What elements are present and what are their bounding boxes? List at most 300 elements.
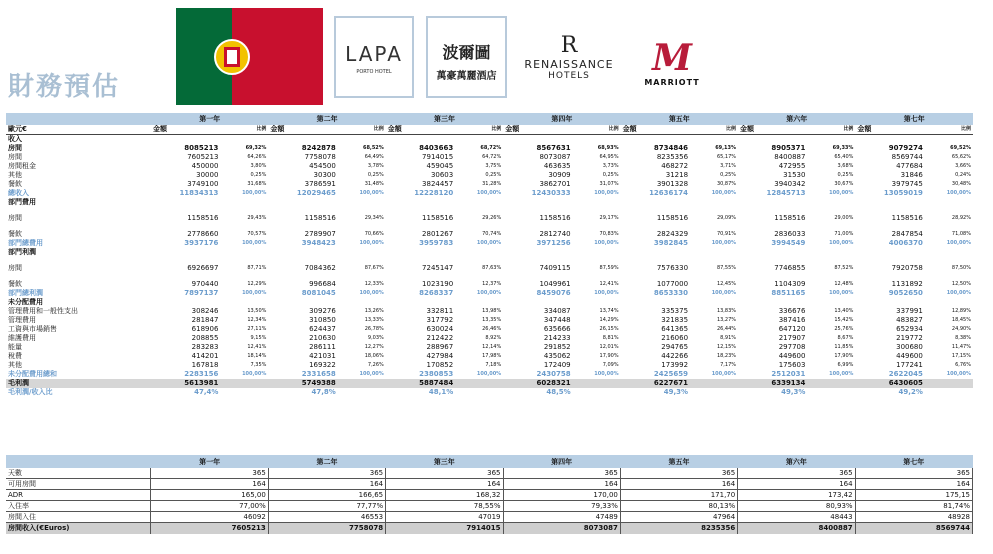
amount-cell: 427984 xyxy=(426,352,454,360)
amount-cell: 3979745 xyxy=(891,180,923,188)
amount-cell: 335375 xyxy=(661,307,689,315)
amount-cell: 317792 xyxy=(426,316,454,324)
ratio-cell xyxy=(455,379,503,388)
amount-cell: 3749100 xyxy=(187,180,219,188)
stats-row xyxy=(6,501,973,512)
year-header: 第六年 xyxy=(738,455,855,468)
amount-cell: 3937176 xyxy=(184,239,219,247)
stats-row xyxy=(6,479,973,490)
ratio-cell: 87,55% xyxy=(716,265,737,271)
stats-label: 可用房間 xyxy=(6,479,151,490)
ratio-cell: 64,49% xyxy=(364,154,384,160)
year-header: 第一年 xyxy=(151,113,268,125)
ratio-cell: 3,68% xyxy=(837,163,854,169)
ratio-cell: 7,17% xyxy=(720,362,737,368)
unit-label: 歐元€ xyxy=(6,125,151,135)
amount-cell: 5613981 xyxy=(151,379,220,388)
table-row xyxy=(6,248,973,257)
ratio-cell: 18,23% xyxy=(716,353,737,359)
ratio-cell: 12,01% xyxy=(599,344,619,350)
amount-cell: 421031 xyxy=(309,352,336,360)
stats-value: 79,33% xyxy=(503,501,620,512)
ratio-cell: 12,89% xyxy=(951,308,971,314)
ratio-cell: 3,71% xyxy=(720,163,737,169)
amount-cell: 286111 xyxy=(309,343,336,351)
amount-cell: 1158516 xyxy=(187,214,219,222)
amount-cell: 12430333 xyxy=(531,189,571,197)
ratio-cell: 12,41% xyxy=(599,281,619,287)
ratio-cell xyxy=(455,388,503,397)
ratio-cell: 29,00% xyxy=(834,215,854,221)
ratio-cell: 100,00% xyxy=(242,371,267,377)
amount-cell: 30603 xyxy=(430,171,454,179)
ratio-cell: 8,38% xyxy=(955,335,971,341)
row-label: 部門利潤 xyxy=(8,248,36,256)
amount-cell: 212422 xyxy=(426,334,454,342)
ratio-cell: 100,00% xyxy=(359,290,384,296)
amount-cell: 297708 xyxy=(778,343,806,351)
row-label: 房間 xyxy=(8,214,22,222)
amount-cell: 12636174 xyxy=(649,189,689,197)
ratio-cell: 3,78% xyxy=(367,163,384,169)
amount-cell: 2836033 xyxy=(774,230,806,238)
row-label: 維護費用 xyxy=(8,334,36,342)
amount-cell: 3971256 xyxy=(536,239,571,247)
ratio-cell: 100,00% xyxy=(359,371,384,377)
table-row xyxy=(6,239,973,248)
amount-cell: 8242878 xyxy=(301,144,336,152)
stats-value: 8073087 xyxy=(503,523,620,534)
ratio-cell: 30,87% xyxy=(716,181,737,187)
amount-cell: 624437 xyxy=(309,325,336,333)
stats-value: 7605213 xyxy=(151,523,268,534)
ratio-cell xyxy=(338,379,386,388)
table-row xyxy=(6,144,973,153)
stats-value: 77,77% xyxy=(268,501,385,512)
amount-cell: 8905371 xyxy=(771,144,806,152)
amount-cell: 463635 xyxy=(543,162,571,170)
amount-cell: 47,4% xyxy=(194,388,219,396)
ratio-cell: 11,85% xyxy=(834,344,854,350)
empty-cell xyxy=(151,298,973,307)
year-header: 第二年 xyxy=(268,455,385,468)
ratio-cell: 3,66% xyxy=(955,163,971,169)
amount-cell: 630024 xyxy=(426,325,454,333)
amount-cell: 618906 xyxy=(191,325,219,333)
amount-cell: 336676 xyxy=(778,307,806,315)
amount-cell: 450000 xyxy=(191,162,219,170)
stats-label: ADR xyxy=(6,490,151,501)
amount-cell: 31846 xyxy=(900,171,923,179)
ratio-cell: 69,32% xyxy=(245,145,267,151)
ratio-cell: 7,09% xyxy=(602,362,619,368)
amount-cell: 1158516 xyxy=(539,214,571,222)
ratio-cell: 13,83% xyxy=(716,308,737,314)
stats-value: 46092 xyxy=(151,512,268,523)
ratio-cell: 6,76% xyxy=(955,362,971,368)
ratio-cell: 12,50% xyxy=(951,281,971,287)
year-header: 第二年 xyxy=(268,113,385,125)
ratio-cell: 8,91% xyxy=(720,335,737,341)
ratio-cell: 18,14% xyxy=(247,353,267,359)
amount-cell: 2512031 xyxy=(771,370,806,378)
amount-cell: 1131892 xyxy=(891,280,923,288)
ratio-header: 比例 xyxy=(573,125,621,135)
table-row xyxy=(6,223,973,230)
ratio-cell: 100,00% xyxy=(711,290,737,296)
table-row xyxy=(6,316,973,325)
amount-cell: 996684 xyxy=(309,280,336,288)
stats-value: 365 xyxy=(151,468,268,479)
table-row xyxy=(6,135,973,145)
stats-value: 164 xyxy=(855,479,972,490)
stats-value: 80,13% xyxy=(620,501,737,512)
amount-cell: 49,3% xyxy=(781,388,806,396)
ratio-cell: 87,63% xyxy=(482,265,502,271)
amount-cell: 7409115 xyxy=(539,264,571,272)
table-row xyxy=(6,180,973,189)
ratio-cell: 11,47% xyxy=(951,344,971,350)
amount-cell: 7605213 xyxy=(187,153,219,161)
amount-header: 金額 xyxy=(621,125,690,135)
amount-cell: 8400887 xyxy=(774,153,806,161)
amount-cell: 347448 xyxy=(543,316,571,324)
row-label: 稅費 xyxy=(8,352,22,360)
ratio-cell: 24,90% xyxy=(951,326,971,332)
amount-cell: 31530 xyxy=(783,171,806,179)
amount-cell: 309276 xyxy=(309,307,336,315)
ratio-cell: 17,98% xyxy=(482,353,502,359)
amount-cell: 3862701 xyxy=(539,180,571,188)
ratio-cell xyxy=(925,388,973,397)
amount-cell: 8734846 xyxy=(653,144,689,152)
year-header: 第五年 xyxy=(621,113,738,125)
ratio-cell: 100,00% xyxy=(476,371,502,377)
ratio-cell: 64,26% xyxy=(247,154,267,160)
amount-cell: 2283156 xyxy=(184,370,219,378)
stats-value: 46553 xyxy=(268,512,385,523)
ratio-cell: 12,48% xyxy=(834,281,854,287)
row-label: 其他 xyxy=(8,361,22,369)
ratio-cell: 3,80% xyxy=(250,163,267,169)
amount-cell: 310850 xyxy=(309,316,336,324)
amount-cell: 208855 xyxy=(191,334,219,342)
ratio-cell: 69,52% xyxy=(950,145,971,151)
amount-cell: 1158516 xyxy=(891,214,923,222)
table-row xyxy=(6,214,973,223)
ratio-cell xyxy=(690,388,738,397)
table-row xyxy=(6,207,973,214)
row-label: 房間 xyxy=(8,144,22,152)
ratio-cell: 100,00% xyxy=(242,190,267,196)
table-row xyxy=(6,370,973,379)
ratio-cell: 12,33% xyxy=(364,281,384,287)
ratio-cell: 87,52% xyxy=(834,265,854,271)
stats-value: 7758078 xyxy=(268,523,385,534)
stats-value: 365 xyxy=(738,468,855,479)
amount-cell: 8268337 xyxy=(419,289,454,297)
amount-cell: 31218 xyxy=(665,171,689,179)
row-label: 收入 xyxy=(8,135,22,143)
amount-cell: 7758078 xyxy=(304,153,336,161)
stats-value: 168,32 xyxy=(386,490,503,501)
stats-value: 164 xyxy=(268,479,385,490)
amount-cell: 3982845 xyxy=(653,239,689,247)
table-row xyxy=(6,343,973,352)
ratio-cell xyxy=(573,379,621,388)
ratio-cell: 0,25% xyxy=(720,172,737,178)
ratio-cell: 100,00% xyxy=(242,240,267,246)
empty-cell xyxy=(151,248,973,257)
ratio-cell: 7,35% xyxy=(250,362,267,368)
ratio-cell: 87,71% xyxy=(247,265,267,271)
ratio-cell: 64,95% xyxy=(599,154,619,160)
year-header: 第七年 xyxy=(855,113,973,125)
year-header: 第一年 xyxy=(151,455,268,468)
stats-value: 77,00% xyxy=(151,501,268,512)
ratio-cell: 17,15% xyxy=(951,353,971,359)
empty-cell xyxy=(151,223,973,230)
amount-cell: 173992 xyxy=(661,361,689,369)
amount-cell: 170852 xyxy=(426,361,454,369)
amount-cell: 3994549 xyxy=(771,239,806,247)
stats-value: 8400887 xyxy=(738,523,855,534)
table-row xyxy=(6,361,973,370)
amount-cell: 2824329 xyxy=(656,230,689,238)
ratio-cell: 100,00% xyxy=(242,290,267,296)
financial-forecast-table xyxy=(6,113,973,397)
ratio-cell: 100,00% xyxy=(946,371,971,377)
amount-cell: 477684 xyxy=(896,162,923,170)
amount-cell: 30300 xyxy=(313,171,336,179)
stats-value: 47489 xyxy=(503,512,620,523)
amount-cell: 288967 xyxy=(426,343,454,351)
amount-cell: 7084362 xyxy=(304,264,336,272)
ratio-cell: 100,00% xyxy=(829,290,854,296)
amount-cell: 635666 xyxy=(543,325,571,333)
amount-cell: 7897137 xyxy=(184,289,219,297)
column-header-row xyxy=(6,125,973,135)
table-row xyxy=(6,379,973,388)
stats-value: 365 xyxy=(268,468,385,479)
ratio-cell: 87,59% xyxy=(599,265,619,271)
ratio-cell: 13,33% xyxy=(364,317,384,323)
table-row xyxy=(6,388,973,397)
amount-cell: 1158516 xyxy=(304,214,336,222)
table-row xyxy=(6,162,973,171)
amount-cell: 6339134 xyxy=(738,379,807,388)
amount-cell: 7746855 xyxy=(774,264,806,272)
ratio-cell: 30,48% xyxy=(951,181,971,187)
stats-value: 48928 xyxy=(855,512,972,523)
amount-cell: 8073087 xyxy=(539,153,571,161)
row-label xyxy=(6,223,151,230)
empty-cell xyxy=(151,207,973,214)
amount-cell: 5749388 xyxy=(268,379,337,388)
amount-cell: 1158516 xyxy=(774,214,806,222)
ratio-header: 比例 xyxy=(690,125,738,135)
stats-value: 365 xyxy=(855,468,972,479)
stats-value: 170,00 xyxy=(503,490,620,501)
amount-cell: 294765 xyxy=(661,343,689,351)
table-row xyxy=(6,325,973,334)
amount-cell: 1158516 xyxy=(656,214,689,222)
ratio-cell: 12,41% xyxy=(247,344,267,350)
ratio-cell: 70,83% xyxy=(599,231,619,237)
amount-cell: 1077000 xyxy=(656,280,689,288)
stats-value: 47019 xyxy=(386,512,503,523)
row-label: 能量 xyxy=(8,343,22,351)
amount-cell: 167818 xyxy=(191,361,219,369)
ratio-cell: 64,72% xyxy=(482,154,502,160)
ratio-cell: 100,00% xyxy=(946,190,971,196)
amount-cell: 1158516 xyxy=(422,214,454,222)
year-header: 第四年 xyxy=(503,113,620,125)
ratio-cell: 12,15% xyxy=(716,344,737,350)
amount-cell: 387416 xyxy=(778,316,806,324)
stats-value: 8569744 xyxy=(855,523,972,534)
ratio-cell: 0,25% xyxy=(602,172,619,178)
ratio-cell: 100,00% xyxy=(946,240,971,246)
empty-cell xyxy=(151,273,973,280)
ratio-cell: 15,42% xyxy=(834,317,854,323)
ratio-cell: 87,50% xyxy=(951,265,971,271)
ratio-cell: 100,00% xyxy=(594,371,619,377)
stats-value: 164 xyxy=(386,479,503,490)
table-row xyxy=(6,171,973,180)
ratio-cell: 100,00% xyxy=(594,290,619,296)
amount-cell: 12845713 xyxy=(766,189,806,197)
stats-value: 164 xyxy=(738,479,855,490)
table-row xyxy=(6,198,973,207)
amount-cell: 3948423 xyxy=(301,239,336,247)
ratio-cell: 0,25% xyxy=(367,172,384,178)
amount-header: 金額 xyxy=(738,125,807,135)
row-label xyxy=(6,273,151,280)
amount-cell: 169322 xyxy=(309,361,336,369)
header-blank xyxy=(6,113,151,125)
ratio-cell: 12,27% xyxy=(364,344,384,350)
empty-cell xyxy=(151,257,973,264)
amount-cell: 8459076 xyxy=(536,289,571,297)
ratio-cell: 17,90% xyxy=(599,353,619,359)
ratio-cell: 26,44% xyxy=(716,326,737,332)
ratio-cell: 13,35% xyxy=(482,317,502,323)
amount-cell: 2789907 xyxy=(304,230,336,238)
amount-cell: 8403663 xyxy=(419,144,454,152)
ratio-cell: 100,00% xyxy=(829,190,854,196)
amount-cell: 337991 xyxy=(896,307,923,315)
row-label xyxy=(6,257,151,264)
stats-value: 175,15 xyxy=(855,490,972,501)
stats-value: 8235356 xyxy=(620,523,737,534)
amount-cell: 4006370 xyxy=(888,239,923,247)
ratio-cell: 68,52% xyxy=(362,145,384,151)
amount-cell: 300680 xyxy=(896,343,923,351)
amount-cell: 2622045 xyxy=(888,370,923,378)
ratio-cell: 68,93% xyxy=(597,145,619,151)
amount-header: 金額 xyxy=(151,125,220,135)
amount-header: 金額 xyxy=(386,125,455,135)
amount-header: 金額 xyxy=(503,125,572,135)
amount-cell: 6227671 xyxy=(621,379,690,388)
amount-cell: 459045 xyxy=(426,162,454,170)
table-row xyxy=(6,257,973,264)
stats-value: 171,70 xyxy=(620,490,737,501)
table-row xyxy=(6,153,973,162)
stats-row xyxy=(6,468,973,479)
ratio-cell: 70,91% xyxy=(716,231,737,237)
amount-cell: 6430605 xyxy=(855,379,924,388)
row-label: 部門費用 xyxy=(8,198,36,206)
amount-cell: 442266 xyxy=(661,352,689,360)
amount-cell: 641365 xyxy=(661,325,689,333)
ratio-cell xyxy=(338,388,386,397)
ratio-cell xyxy=(807,388,855,397)
ratio-cell xyxy=(690,379,738,388)
amount-cell: 449600 xyxy=(778,352,806,360)
stats-row xyxy=(6,512,973,523)
marriott-logo: M MARRIOTT xyxy=(644,37,700,87)
table-row xyxy=(6,189,973,198)
year-header: 第四年 xyxy=(503,455,620,468)
ratio-cell: 70,74% xyxy=(482,231,502,237)
stats-label: 房間收入(€Euros) xyxy=(6,523,151,534)
stats-row xyxy=(6,523,973,534)
ratio-cell: 0,25% xyxy=(485,172,502,178)
row-label: 其他 xyxy=(8,171,22,179)
stats-value: 48443 xyxy=(738,512,855,523)
ratio-cell: 8,67% xyxy=(837,335,854,341)
amount-cell: 468272 xyxy=(661,162,689,170)
row-label: 餐飲 xyxy=(8,180,22,188)
ratio-cell: 71,08% xyxy=(951,231,971,237)
amount-cell: 3824457 xyxy=(422,180,454,188)
amount-cell: 3959783 xyxy=(419,239,454,247)
ratio-cell: 28,92% xyxy=(951,215,971,221)
year-header: 第三年 xyxy=(386,113,503,125)
ratio-cell: 18,06% xyxy=(364,353,384,359)
ratio-cell: 29,43% xyxy=(247,215,267,221)
amount-cell: 2380853 xyxy=(419,370,454,378)
amount-cell: 1104309 xyxy=(774,280,806,288)
stats-value: 81,74% xyxy=(855,501,972,512)
amount-cell: 7914015 xyxy=(422,153,454,161)
amount-cell: 177241 xyxy=(896,361,923,369)
ratio-header: 比例 xyxy=(807,125,855,135)
amount-cell: 47,8% xyxy=(311,388,336,396)
year-header: 第六年 xyxy=(738,113,855,125)
ratio-cell: 29,17% xyxy=(599,215,619,221)
ratio-cell: 0,25% xyxy=(837,172,854,178)
ratio-cell: 26,15% xyxy=(599,326,619,332)
amount-cell: 12228120 xyxy=(414,189,454,197)
row-label: 工資與市場銷售 xyxy=(8,325,57,333)
table-row xyxy=(6,264,973,273)
amount-cell: 2430758 xyxy=(536,370,571,378)
ratio-cell: 100,00% xyxy=(476,240,502,246)
table-row xyxy=(6,289,973,298)
row-label: 未分配費用總和 xyxy=(8,370,57,378)
row-label: 未分配費用 xyxy=(8,298,43,306)
amount-cell: 9079274 xyxy=(888,144,923,152)
ratio-cell: 13,98% xyxy=(482,308,502,314)
year-header: 第五年 xyxy=(620,455,737,468)
porto-marriott-renaissance-logo: 波爾圖 萬豪萬麗酒店 xyxy=(426,16,507,98)
ratio-cell: 100,00% xyxy=(711,240,737,246)
stats-value: 173,42 xyxy=(738,490,855,501)
stats-label: 入住率 xyxy=(6,501,151,512)
